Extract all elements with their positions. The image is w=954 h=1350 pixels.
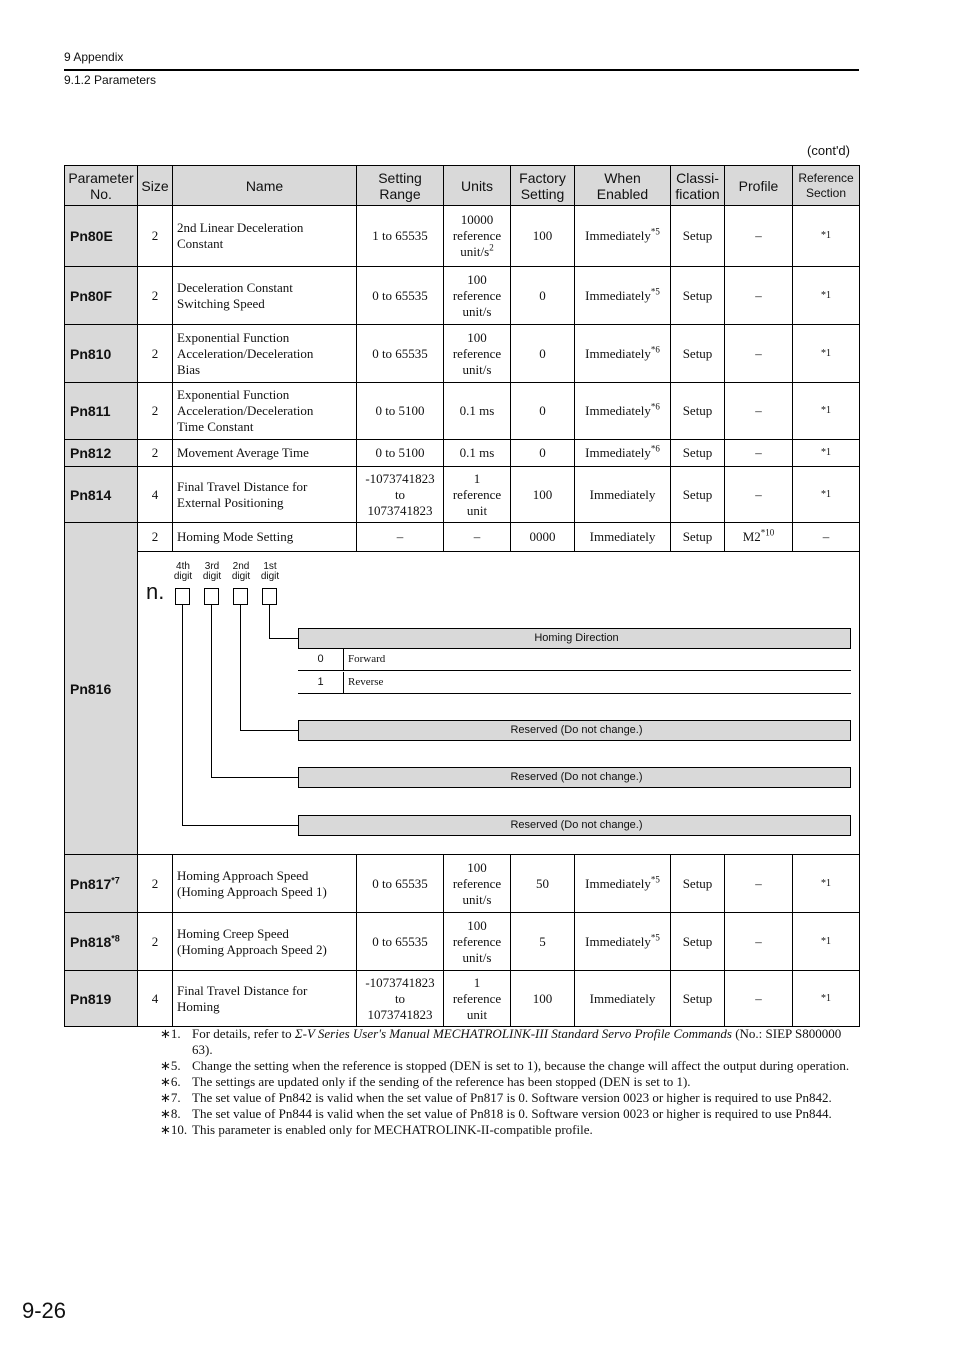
param-classification: Setup xyxy=(671,971,725,1027)
param-reference: *1 xyxy=(793,440,860,467)
digit-box-3rd xyxy=(204,588,219,605)
param-when-enabled: Immediately$^{*5}$ xyxy=(575,855,671,913)
digit-label-2nd: 2nd digit xyxy=(231,561,251,582)
digit-box-1st xyxy=(262,588,277,605)
param-when-enabled: Immediately$^{*5}$ xyxy=(575,913,671,971)
footnote: ∗7. The set value of Pn842 is valid when the set value of Pn817 is 0. Software version 0023 or higher is required to use Pn842. xyxy=(160,1090,832,1105)
param-size: 4 xyxy=(138,467,173,523)
footnote-mark: ∗6. xyxy=(160,1074,181,1089)
param-range: 0 to 65535 xyxy=(357,913,444,971)
parameter-table xyxy=(64,165,860,1027)
param-units: – xyxy=(444,523,511,552)
chapter-title: 9 Appendix xyxy=(64,50,124,64)
param-classification: Setup xyxy=(671,440,725,467)
param-classification: Setup xyxy=(671,206,725,267)
param-factory: 0 xyxy=(511,383,575,440)
col-name: Name xyxy=(173,166,357,206)
param-number: Pn810 xyxy=(65,325,138,383)
connector-3rd-h xyxy=(211,777,298,778)
param-range: 0 to 5100 xyxy=(357,383,444,440)
param-factory: 100 xyxy=(511,467,575,523)
param-reference: *1 xyxy=(793,467,860,523)
param-reference: *1 xyxy=(793,855,860,913)
digit-diagram-cell xyxy=(138,552,860,855)
digit-box-4th xyxy=(175,588,190,605)
connector-1st-h xyxy=(269,638,298,639)
reserved-bar-4th: Reserved (Do not change.) xyxy=(298,815,851,836)
table-header-row xyxy=(65,166,860,206)
param-size: 2 xyxy=(138,855,173,913)
param-factory: 0000 xyxy=(511,523,575,552)
col-profile: Profile xyxy=(725,166,793,206)
col-reference-section: Reference Section xyxy=(793,166,860,206)
param-classification: Setup xyxy=(671,383,725,440)
param-when-enabled: Immediately$^{*6}$ xyxy=(575,325,671,383)
footnote: ∗6. The settings are updated only if the sending of the reference has been stopped (DEN is set to 1). xyxy=(160,1074,691,1089)
param-name: Final Travel Distance for Homing xyxy=(173,971,357,1027)
footnotes xyxy=(160,1026,852,1138)
param-number: Pn811 xyxy=(65,383,138,440)
param-size: 2 xyxy=(138,206,173,267)
param-name: Exponential Function Acceleration/Deceleration Time Constant xyxy=(173,383,357,440)
param-profile: – xyxy=(725,325,793,383)
table-row-pn816 xyxy=(65,523,860,552)
col-classification: Classi- fication xyxy=(671,166,725,206)
param-classification: Setup xyxy=(671,267,725,325)
option-value: 0 xyxy=(298,649,344,670)
param-number: Pn817$^{*7}$ xyxy=(65,855,138,913)
footnote-mark: ∗8. xyxy=(160,1106,181,1121)
param-range: – xyxy=(357,523,444,552)
footnote-mark: ∗10. xyxy=(160,1122,188,1137)
param-factory: 0 xyxy=(511,325,575,383)
reserved-bar-3rd: Reserved (Do not change.) xyxy=(298,767,851,788)
param-profile: – xyxy=(725,855,793,913)
param-name: Exponential Function Acceleration/Deceleration Bias xyxy=(173,325,357,383)
table-row-pn80f xyxy=(65,267,860,325)
param-size: 4 xyxy=(138,971,173,1027)
option-value: 1 xyxy=(298,672,344,693)
param-size: 2 xyxy=(138,383,173,440)
footnote-mark: ∗1. xyxy=(160,1026,181,1041)
param-classification: Setup xyxy=(671,523,725,552)
table-row-pn810 xyxy=(65,325,860,383)
param-factory: 100 xyxy=(511,971,575,1027)
table-row-pn80e xyxy=(65,206,860,267)
param-range: 1 to 65535 xyxy=(357,206,444,267)
header-rule xyxy=(64,69,859,71)
col-when-enabled: When Enabled xyxy=(575,166,671,206)
connector-2nd-h xyxy=(240,730,298,731)
param-when-enabled: Immediately$^{*6}$ xyxy=(575,383,671,440)
param-factory: 50 xyxy=(511,855,575,913)
table-row-pn818 xyxy=(65,913,860,971)
param-units: 100 reference unit/s xyxy=(444,855,511,913)
param-name: Deceleration Constant Switching Speed xyxy=(173,267,357,325)
col-units: Units xyxy=(444,166,511,206)
param-when-enabled: Immediately$^{*6}$ xyxy=(575,440,671,467)
param-range: 0 to 5100 xyxy=(357,440,444,467)
param-number: Pn818$^{*8}$ xyxy=(65,913,138,971)
param-size: 2 xyxy=(138,523,173,552)
footnote: ∗1. For details, refer to Σ-V Series User's Manual MECHATROLINK-III Standard Servo Profile Commands (No.: SIEP S800000 63). xyxy=(160,1026,842,1057)
param-name: Final Travel Distance for External Positioning xyxy=(173,467,357,523)
param-reference: *1 xyxy=(793,325,860,383)
digit-prefix: n. xyxy=(146,579,165,604)
table-row-pn819 xyxy=(65,971,860,1027)
digit-label-1st: 1st digit xyxy=(260,561,280,582)
col-factory-setting: Factory Setting xyxy=(511,166,575,206)
param-reference: *1 xyxy=(793,267,860,325)
param-when-enabled: Immediately xyxy=(575,467,671,523)
option-description: Forward xyxy=(348,653,386,665)
param-when-enabled: Immediately$^{*5}$ xyxy=(575,206,671,267)
page-header xyxy=(64,50,859,87)
param-size: 2 xyxy=(138,267,173,325)
option-description: Reverse xyxy=(348,676,384,688)
digit-label-3rd: 3rd digit xyxy=(202,561,222,582)
param-name: Homing Mode Setting xyxy=(173,523,357,552)
footnote: ∗8. The set value of Pn844 is valid when the set value of Pn818 is 0. Software version 0023 or higher is required to use Pn844. xyxy=(160,1106,832,1121)
table-row-pn817 xyxy=(65,855,860,913)
footnote-mark: ∗7. xyxy=(160,1090,181,1105)
footnote: ∗5. Change the setting when the reference is stopped (DEN is set to 1), because the change will affect the output during operation. xyxy=(160,1058,850,1073)
param-name: Homing Approach Speed (Homing Approach Speed 1) xyxy=(173,855,357,913)
param-factory: 100 xyxy=(511,206,575,267)
param-when-enabled: Immediately$^{*5}$ xyxy=(575,267,671,325)
digit-diagram xyxy=(138,552,859,854)
footnote-mark: ∗5. xyxy=(160,1058,181,1073)
param-range: 0 to 65535 xyxy=(357,855,444,913)
connector-3rd xyxy=(211,605,212,777)
homing-direction-bar: Homing Direction xyxy=(298,628,851,649)
col-param-no: Parameter No. xyxy=(65,166,138,206)
param-units: 0.1 ms xyxy=(444,383,511,440)
param-reference: *1 xyxy=(793,913,860,971)
table-row-pn814 xyxy=(65,467,860,523)
param-reference: – xyxy=(793,523,860,552)
param-profile: – xyxy=(725,971,793,1027)
param-units: 1 reference unit xyxy=(444,467,511,523)
page-number: 9-26 xyxy=(22,1298,67,1323)
param-profile: – xyxy=(725,267,793,325)
param-classification: Setup xyxy=(671,913,725,971)
param-profile: – xyxy=(725,440,793,467)
param-name: 2nd Linear Deceleration Constant xyxy=(173,206,357,267)
param-size: 2 xyxy=(138,913,173,971)
param-reference: *1 xyxy=(793,383,860,440)
param-reference: *1 xyxy=(793,971,860,1027)
param-profile: M2$^{*10}$ xyxy=(725,523,793,552)
table-row-pn812 xyxy=(65,440,860,467)
param-units: 100 reference unit/s xyxy=(444,325,511,383)
param-profile: – xyxy=(725,467,793,523)
param-classification: Setup xyxy=(671,467,725,523)
param-factory: 0 xyxy=(511,440,575,467)
param-range: -1073741823 to 1073741823 xyxy=(357,971,444,1027)
param-profile: – xyxy=(725,206,793,267)
param-classification: Setup xyxy=(671,325,725,383)
param-size: 2 xyxy=(138,325,173,383)
param-number: Pn80E xyxy=(65,206,138,267)
param-range: -1073741823 to 1073741823 xyxy=(357,467,444,523)
table-row-pn811 xyxy=(65,383,860,440)
pn816-digit-diagram-row xyxy=(65,552,860,855)
digit-label-4th: 4th digit xyxy=(173,561,193,582)
param-number: Pn816 xyxy=(65,523,138,855)
continued-label: (cont'd) xyxy=(807,143,850,158)
param-units: 1 reference unit xyxy=(444,971,511,1027)
param-range: 0 to 65535 xyxy=(357,325,444,383)
param-name: Movement Average Time xyxy=(173,440,357,467)
digit-box-2nd xyxy=(233,588,248,605)
param-size: 2 xyxy=(138,440,173,467)
connector-4th xyxy=(182,605,183,825)
param-when-enabled: Immediately xyxy=(575,523,671,552)
param-reference: *1 xyxy=(793,206,860,267)
option-row-reverse xyxy=(298,672,851,694)
param-number: Pn814 xyxy=(65,467,138,523)
col-size: Size xyxy=(138,166,173,206)
param-units: 0.1 ms xyxy=(444,440,511,467)
col-setting-range: Setting Range xyxy=(357,166,444,206)
reserved-bar-2nd: Reserved (Do not change.) xyxy=(298,720,851,741)
param-profile: – xyxy=(725,383,793,440)
param-number: Pn812 xyxy=(65,440,138,467)
param-factory: 5 xyxy=(511,913,575,971)
param-number: Pn80F xyxy=(65,267,138,325)
footnote: ∗10. This parameter is enabled only for MECHATROLINK-II-compatible profile. xyxy=(160,1122,593,1137)
param-when-enabled: Immediately xyxy=(575,971,671,1027)
param-range: 0 to 65535 xyxy=(357,267,444,325)
connector-4th-h xyxy=(182,825,298,826)
connector-1st xyxy=(269,605,270,638)
param-units: 100 reference unit/s xyxy=(444,913,511,971)
param-profile: – xyxy=(725,913,793,971)
param-units: 10000 reference unit/$s^2$ xyxy=(444,206,511,267)
param-factory: 0 xyxy=(511,267,575,325)
connector-2nd xyxy=(240,605,241,730)
param-classification: Setup xyxy=(671,855,725,913)
section-title: 9.1.2 Parameters xyxy=(64,73,157,87)
param-units: 100 reference unit/s xyxy=(444,267,511,325)
option-row-forward xyxy=(298,649,851,671)
param-name: Homing Creep Speed (Homing Approach Speed 2) xyxy=(173,913,357,971)
param-number: Pn819 xyxy=(65,971,138,1027)
